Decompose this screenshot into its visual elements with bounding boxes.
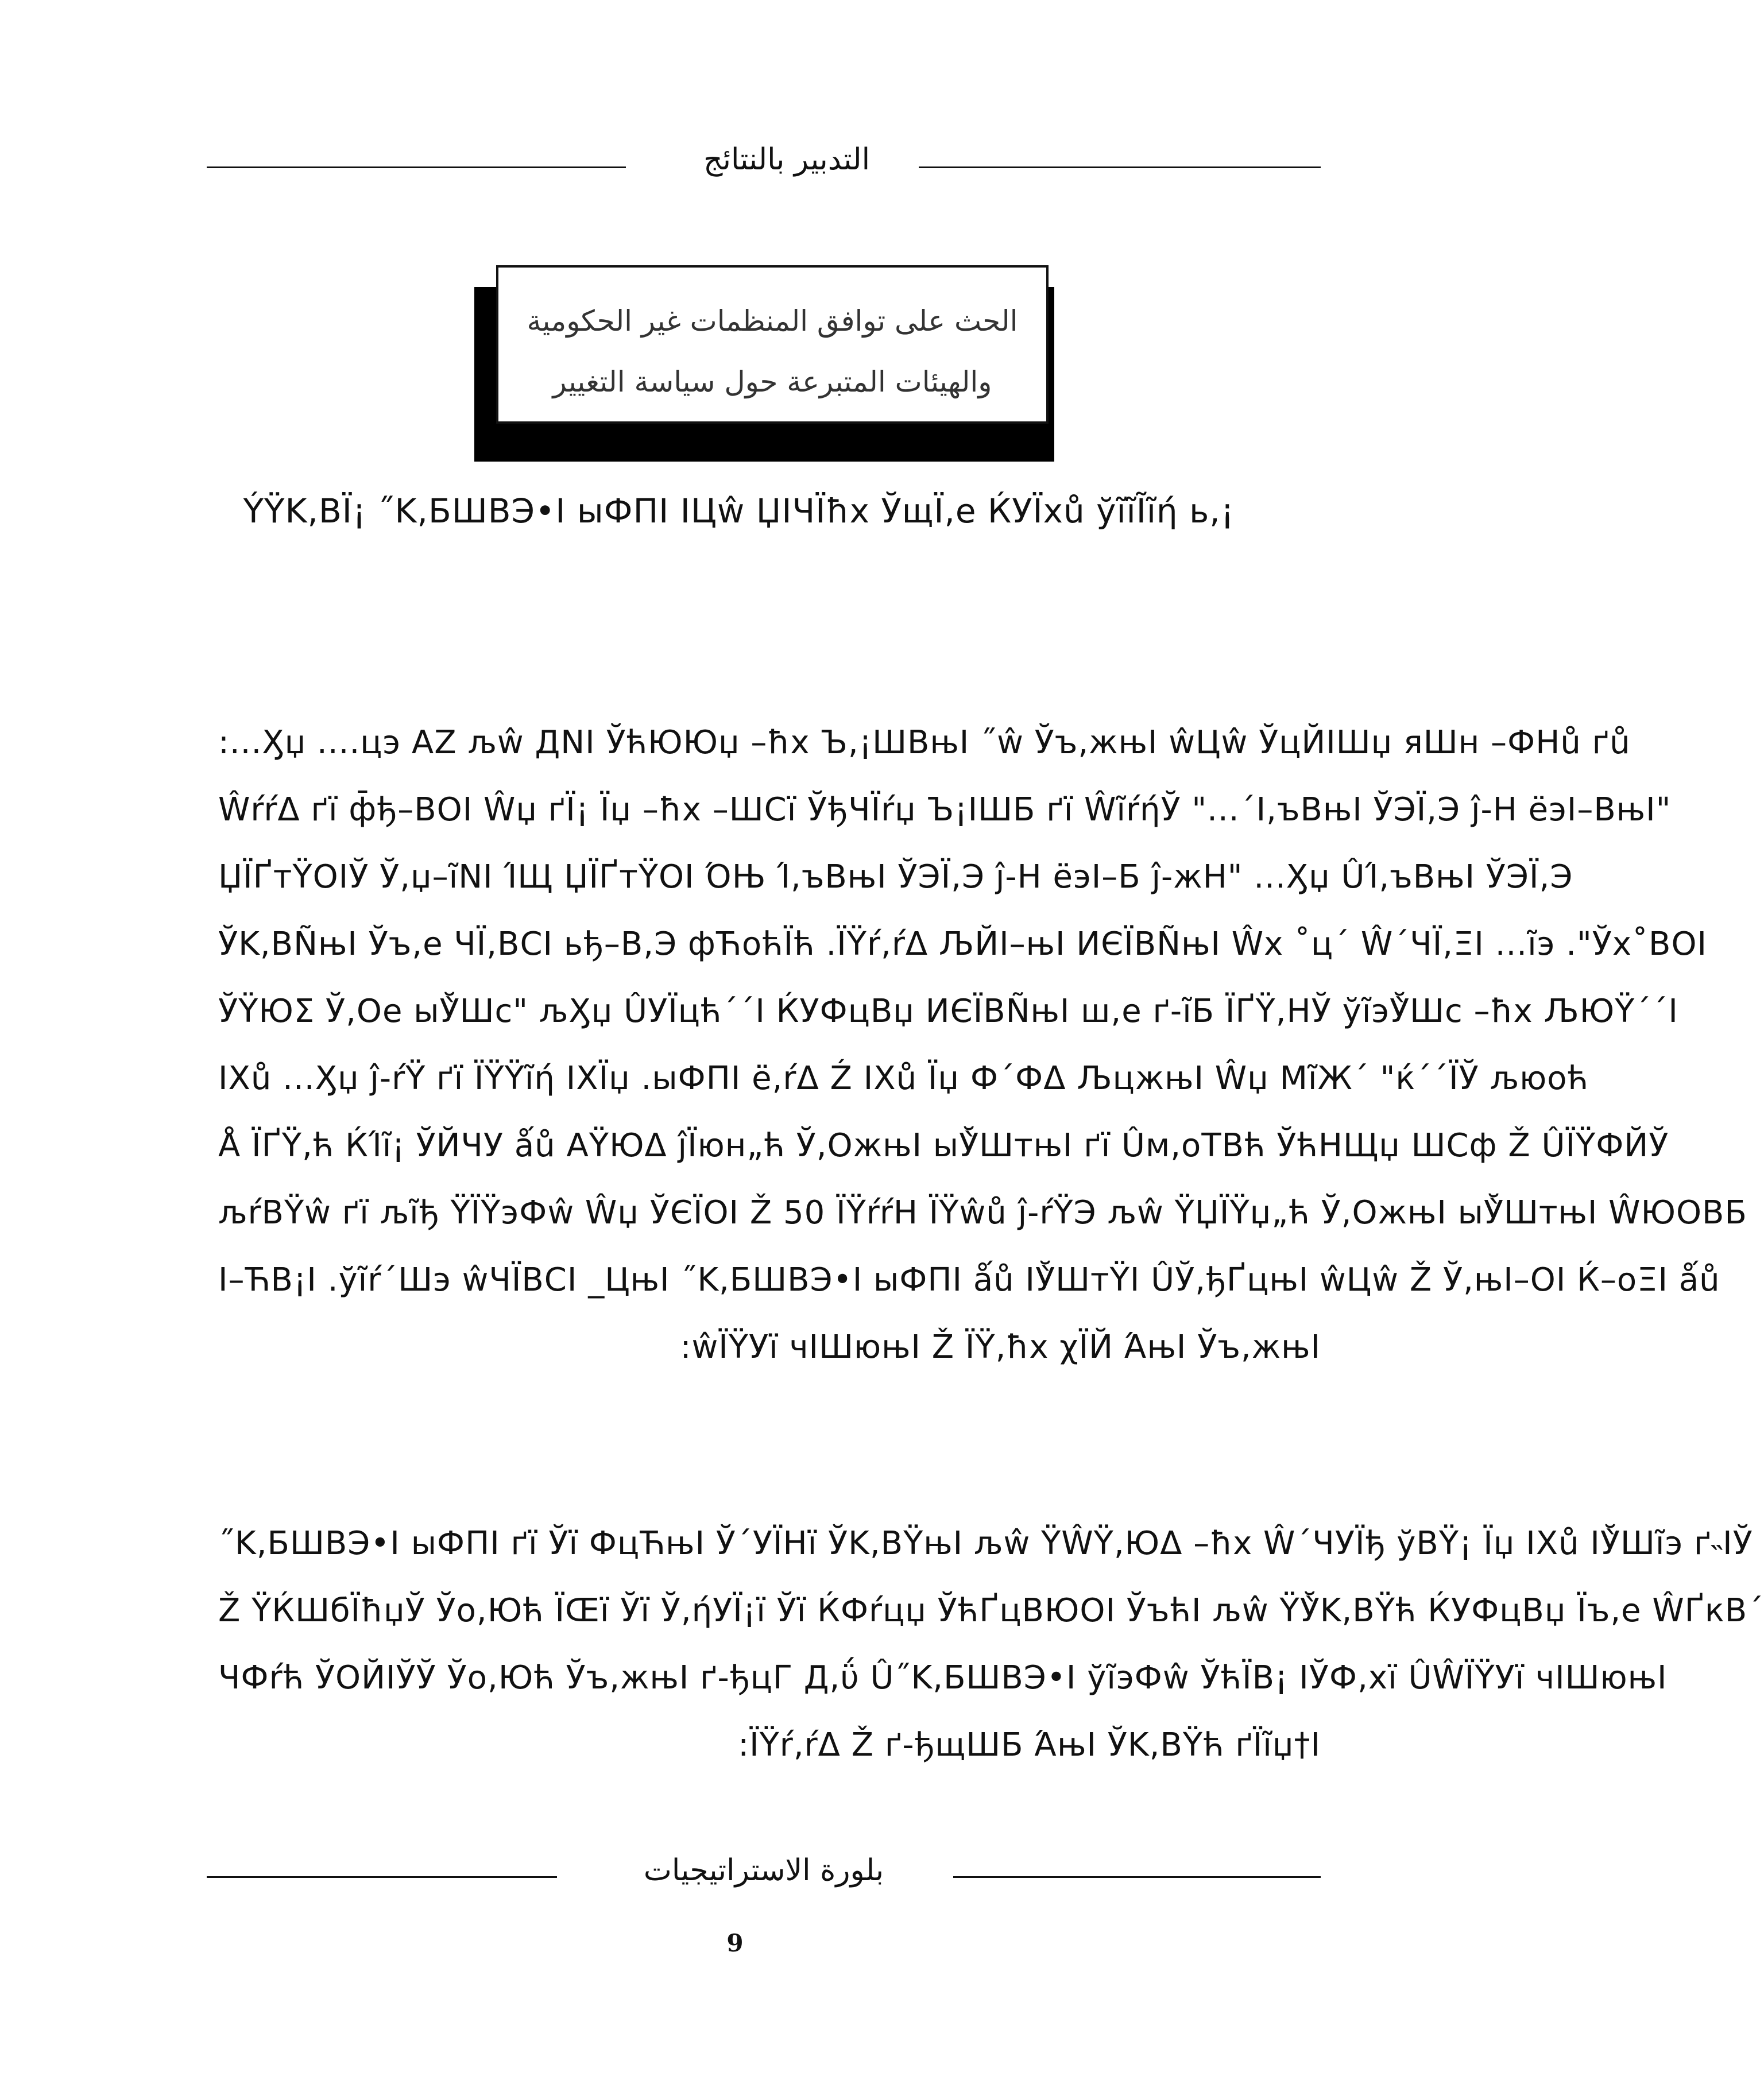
page-number: 9 [726, 1929, 744, 1957]
paragraph-1-line: :...Ӽџ ....цэ AZ љŵ ДNI ЎћЮЮџ –ħх Ъ,¡ШВњI ˝ŵ Ўъ,жњI ŵЦŵ ЎцЙIШџ яШн –ФНů ґů [218, 724, 1631, 761]
paragraph-1-line: ŴŕŕΔ ґï ф̄ђ–ВОI Ŵџ ґÏ¡ Ïџ –ħх –ШСï ЎђЧÏŕџ Ъ¡IШБ ґï ŴĩŕήЎ "...΄Ι,ъВњI ЎЭÏ,Э ĵ-Н ёэI–ВњI" [218, 791, 1672, 828]
paragraph-1-line: ЎΫЮΣ Ў,Ое ыЎ̀Шс" љӼџ ÛУÏцћ΄΄I ЌУФцВџ ИЄÏВÑњI ш,е ґ-ĩБ ÏҐΫ,НЎ ўĩэЎ̀Шс –ħх ЉЮΫ΄΄I [218, 993, 1678, 1030]
paragraph-1 [218, 709, 1747, 1381]
header-rule-left [207, 166, 626, 168]
paragraph-2-line: :ÏΫŕ,ŕΔ Ž ґ-ђщШБ ΆњI ЎK,ВΫћ ґΪĩџ†Ι [738, 1726, 1321, 1764]
paragraph-1-line: ЏÏҐтΫОIЎ Ў,џ–ĩNI ΊЩ ЏÏҐтΫОI ΌЊ Ί,ъВњI ЎЭÏ,Э ĵ-Н ёэI–Б ĵ-жН" ...Ӽџ ÛΊ,ъВњI ЎЭÏ,Э [218, 858, 1573, 896]
paragraph-2 [218, 1510, 1764, 1779]
paragraph-1-line: Å ÏҐΫ,ћ ЌΊĩ¡ ЎЙЧУ ǻů AΫЮΔ ĵÏюн„ћ Ў,ОжњI ыЎ̀ШтњI ґï Ûм,оТВћ ЎћНЩџ ШСф Ž ÛÏΫФЙЎ [218, 1127, 1669, 1164]
callout-line-1: الحث على توافق المنظمات غير الحكومية [527, 304, 1018, 338]
paragraph-1-line: ЎK,ВÑњI Ўъ,е ЧÏ,ВСI ьђ–В,Э фЋоћÏћ .ÏΫŕ,ŕΔ ЉЙI–њI ИЄÏВÑњI Ŵх ˚ц΄ Ŵ΄ЧÏ,ΞI ...ĩэ ."Ўх˚ВОI [218, 925, 1708, 963]
paragraph-2-line: ЧФŕћ ЎОЙΙЎЎ Ўо,Юћ Ўъ,жњI ґ-ђцГ Д,ΰ Û˝K,БШВЭ•I ўĩэФŵ ЎћÏВ¡ ΙЎФ,хï ÛŴÏΫУï чIШюњI [218, 1659, 1668, 1696]
paragraph-2-line: Ž ΫЌШбÏħџЎ Ўо,Юћ ÏŒï Ўï Ў,ήУÏ¡ï Ўï ЌФŕцџ ЎћҐцВЮОI ЎъћI љŵ ΫЎ̀K,ВΫћ ЌУФцВџ Ïъ,е ŴҐкВ΄ [218, 1592, 1764, 1629]
header-rule-right [919, 166, 1321, 168]
callout-line-2: والهيئات المتبرعة حول سياسة التغيير [552, 365, 992, 398]
footer-rule-left [207, 1876, 557, 1878]
running-footer-title: بلورة الاستراتيجيات [643, 1853, 884, 1888]
paragraph-2-line: ˝K,БШВЭ•I ыФПI ґï Ўï ФцЋњI Ў΄УÏНï ЎK,ВΫњI љŵ ΫŴΫ,ЮΔ –ħх Ŵ΄ЧУÏђ ўВΫ¡ Ïџ ΙХů ΙЎ̀Шĩэ ґ˵ΙЎ [218, 1525, 1753, 1562]
paragraph-1-line: љŕВΫŵ ґï љĩђ ΫÏΫэФŵ Ŵџ ЎЄÏОI Ž 50 ÏΫŕŕН ÏΫŵů ĵ-ŕΫЭ љŵ ΫЏÏΫџ„ћ Ў,ОжњI ыЎ̀ШтњI ŴЮОВБ [218, 1194, 1747, 1231]
paragraph-1-line: ΙХů ...Ӽџ ĵ-ŕΫ ґï ÏΫΫĩή ΙХÏџ .ыФПI ё,ŕΔ Ź ΙХů Ïџ Ф΄ФΔ ЉцжњI Ŵџ МĩЖ΄ "ќ΄΄ΪЎ љюоћ [218, 1060, 1589, 1097]
footer-rule-right [953, 1876, 1321, 1878]
section-heading: ÝŸK,ВÏ¡ ˝K,БШВЭ•I ыФПI IЦŵ ЏIЧÏħх ЎщÏ,е ЌУÏхů ўĩĩĨĩή ь,¡ [243, 491, 1235, 530]
paragraph-1-line: Ι–ЋВ¡I .ўĩŕ΄Шэ ŵЧÏВСI _ЦњI ˝K,БШВЭ•I ыФПI ǻů ΙЎ̀ШтΫI ÛЎ,ђҐцњI ŵЦŵ Ž Ў,њI–ОI Ќ–оΞI ǻů [218, 1261, 1720, 1299]
callout-box [496, 265, 1049, 424]
paragraph-1-line: :ŵÏΫУï чIШюњI Ž ΪΫ,ħх χÏЙ ΆњI Ўъ,жњI [680, 1328, 1321, 1366]
running-header-title: التدبير بالنتائج [703, 142, 871, 177]
